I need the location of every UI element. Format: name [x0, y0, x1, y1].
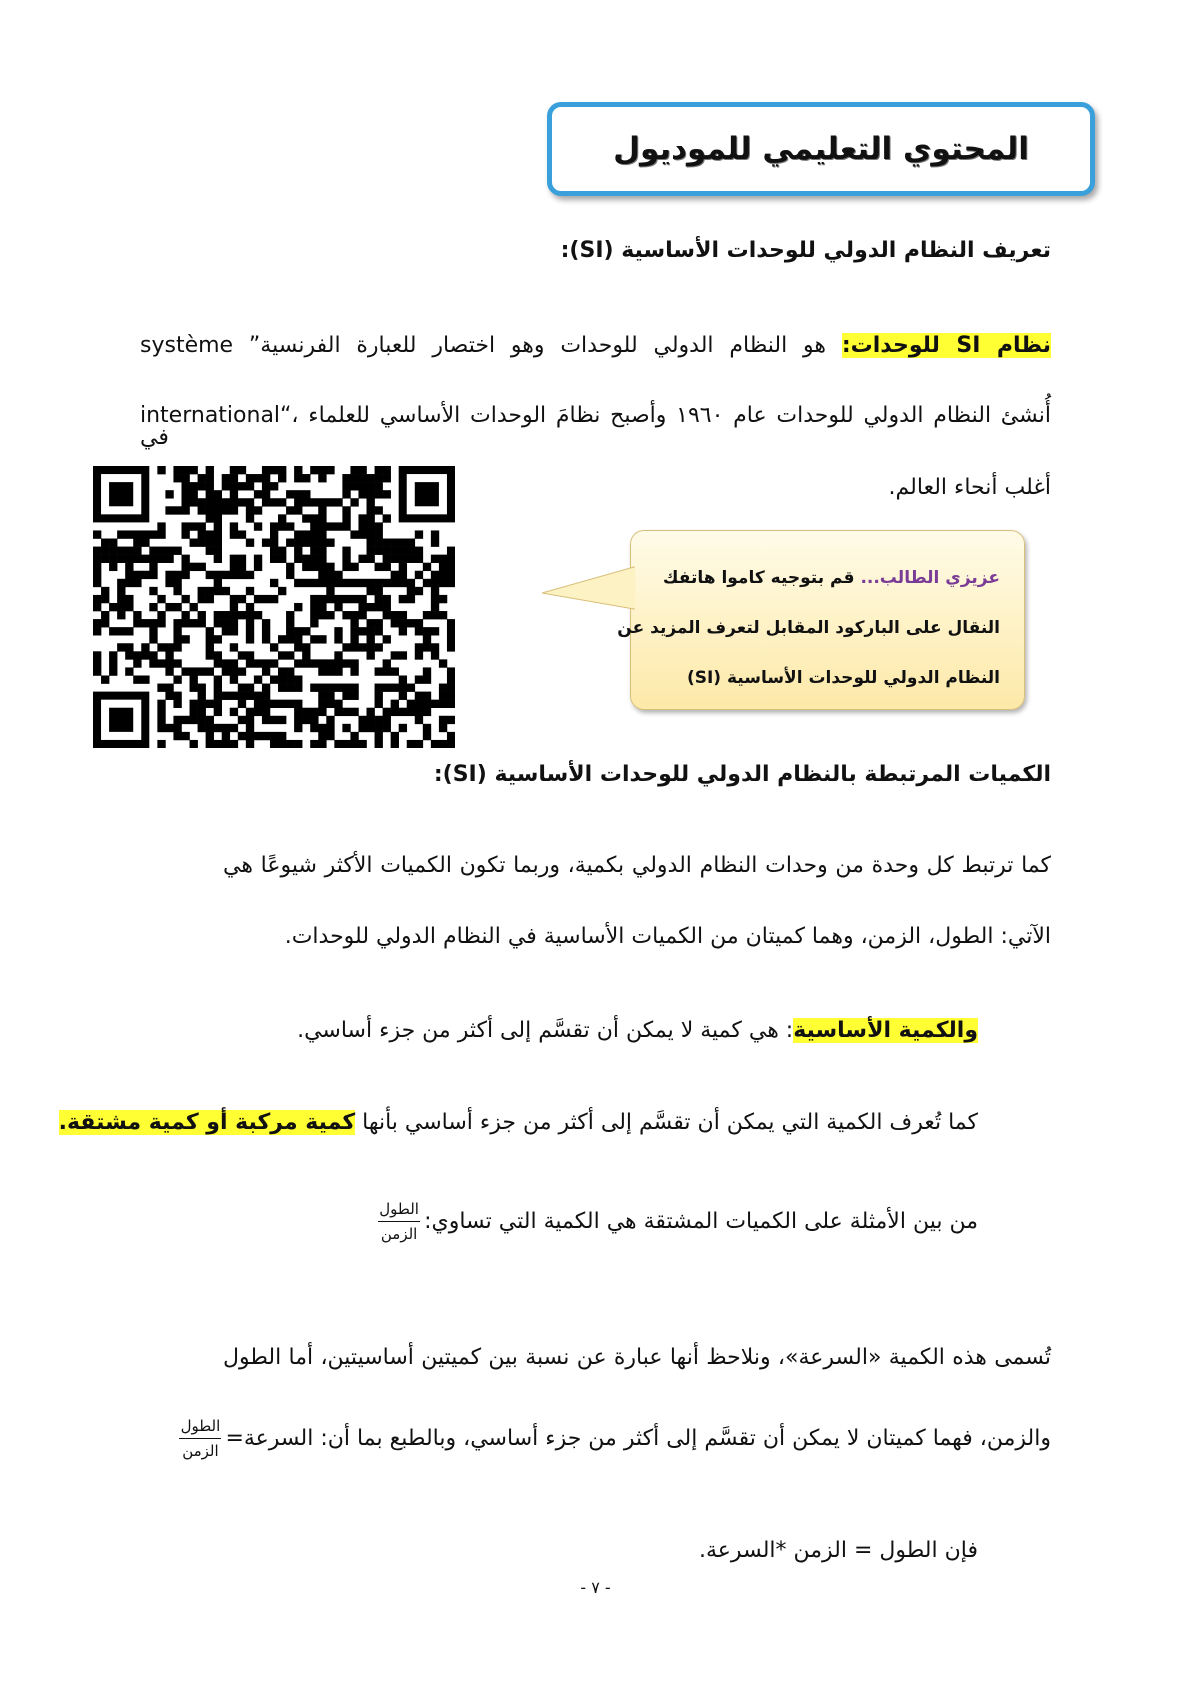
- student-callout: [617, 530, 1025, 710]
- callout-text-1: قم بتوجيه كاموا هاتفك: [662, 568, 861, 588]
- derived-quantity-term: كمية مركبة أو كمية مشتقة: [66, 1110, 356, 1135]
- si-definition-line-1: [140, 335, 1051, 357]
- speed-line-1: تُسمى هذه الكمية «السرعة»، ونلاحظ أنها عبارة عن نسبة بين كميتين أساسيتين، أما الطول: [223, 1345, 1051, 1370]
- quantities-line-1: كما ترتبط كل وحدة من وحدات النظام الدولي بكمية، وربما تكون الكميات الأكثر شيوعًا هي: [223, 853, 1051, 878]
- page-title: المحتوي التعليمي للموديول: [613, 131, 1029, 167]
- qr-code-icon[interactable]: [93, 466, 455, 748]
- speed-fraction: [179, 1417, 221, 1460]
- speed-line-2: [175, 1417, 1051, 1460]
- derived-example-text: من بين الأمثلة على الكميات المشتقة هي الكمية التي تساوي:: [424, 1208, 978, 1234]
- callout-line-3: النظام الدولي للوحدات الأساسية (SI): [686, 668, 1000, 688]
- length-formula: فإن الطول = الزمن *السرعة.: [699, 1538, 978, 1563]
- speed-fraction-denominator: الزمن: [182, 1442, 219, 1460]
- derived-quantity-text: كما تُعرف الكمية التي يمكن أن تقسَّم إلى أكثر من جزء أساسي بأنها: [355, 1110, 978, 1135]
- base-quantity-text: : هي كمية لا يمكن أن تقسَّم إلى أكثر من جزء أساسي.: [297, 1018, 794, 1043]
- length-over-time-fraction: [378, 1200, 420, 1243]
- derived-example-line: [374, 1200, 978, 1243]
- si-definition-line-2: international“، أُنشئ النظام الدولي للوحدات عام ١٩٦٠ وأصبح نظامَ الوحدات الأساسي للعلماء في: [140, 403, 1052, 450]
- speed-fraction-numerator: الطول: [180, 1417, 221, 1435]
- callout-line-2: النقال على الباركود المقابل لتعرف المزيد عن: [617, 618, 1000, 638]
- fraction-denominator: الزمن: [380, 1225, 418, 1243]
- derived-quantity-definition: [59, 1112, 978, 1134]
- si-term-highlight: نظام SI للوحدات:: [841, 333, 1051, 358]
- si-definition-line-3: أغلب أنحاء العالم.: [888, 475, 1051, 500]
- fraction-numerator: الطول: [379, 1200, 419, 1218]
- module-title-box: [547, 102, 1095, 196]
- callout-line-1: [645, 553, 1000, 603]
- si-definition-text-1: هو النظام الدولي للوحدات وهو اختصار للعبارة الفرنسية” système: [140, 333, 842, 358]
- section-heading-si-quantities: الكميات المرتبطة بالنظام الدولي للوحدات الأساسية (SI):: [433, 762, 1051, 787]
- callout-pointer: [540, 565, 636, 615]
- base-quantity-term: والكمية الأساسية: [793, 1018, 978, 1043]
- section-heading-si-definition: تعريف النظام الدولي للوحدات الأساسية (SI):: [560, 238, 1051, 263]
- callout-greeting: عزيزي الطالب...: [860, 568, 1000, 588]
- page-number: - ٧ -: [580, 1578, 611, 1597]
- quantities-line-2: الآتي: الطول، الزمن، وهما كميتان من الكميات الأساسية في النظام الدولي للوحدات.: [284, 924, 1051, 949]
- speed-text-2: والزمن، فهما كميتان لا يمكن أن تقسَّم إلى أكثر من جزء أساسي، وبالطبع بما أن: السرعة=: [225, 1425, 1051, 1451]
- base-quantity-definition: [297, 1020, 978, 1042]
- derived-quantity-period: .: [58, 1110, 67, 1135]
